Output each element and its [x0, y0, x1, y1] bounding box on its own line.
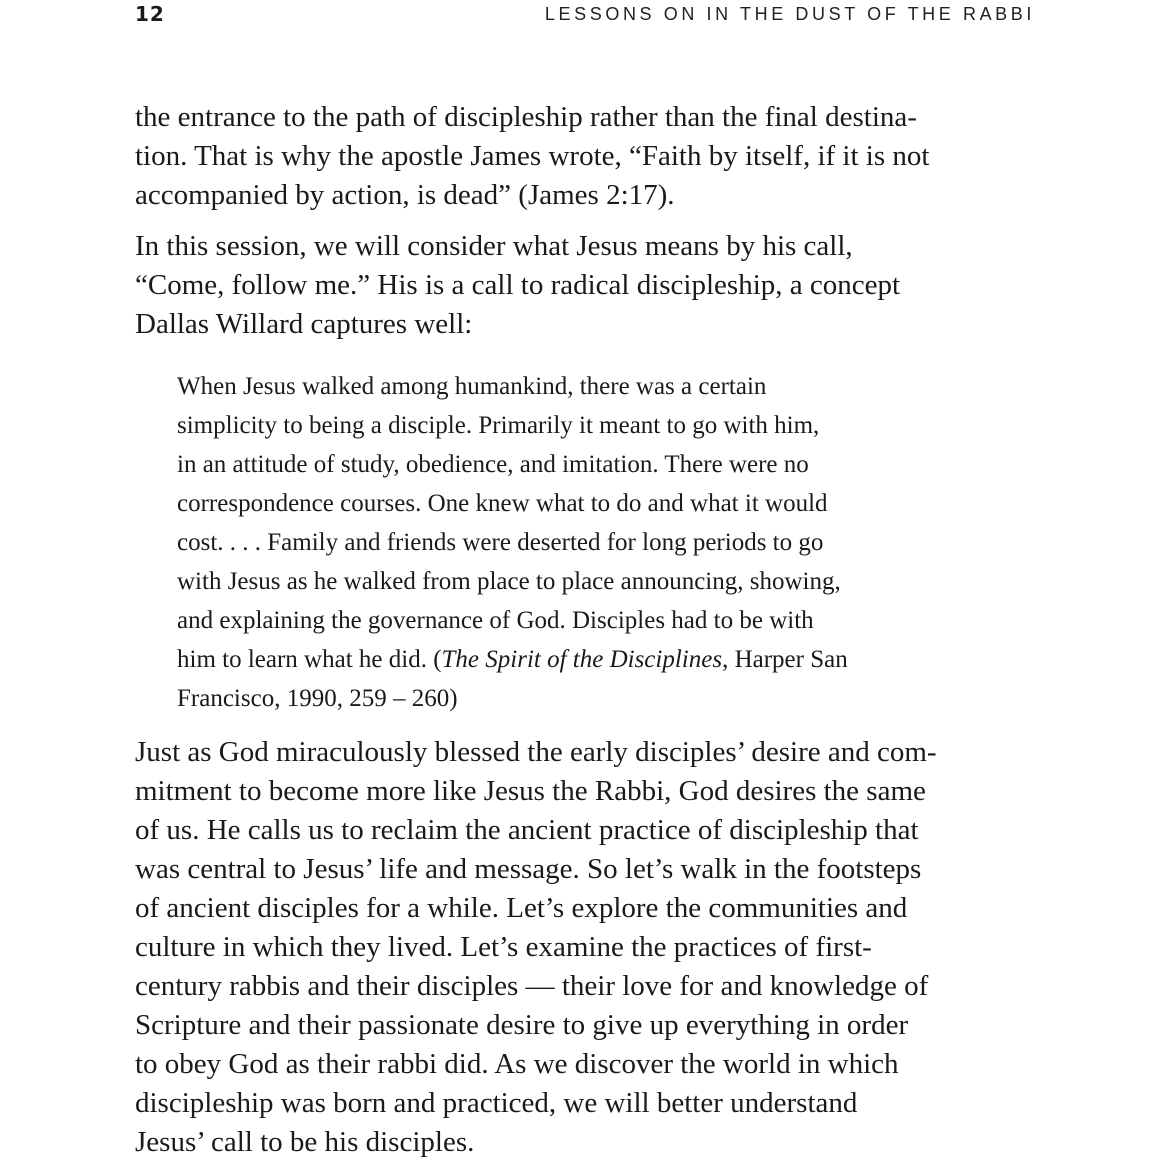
text-line: the entrance to the path of discipleship rather than the final destina-: [135, 101, 917, 133]
text-line: mitment to become more like Jesus the Rabbi, God desires the same: [135, 775, 926, 807]
block-quote: [177, 367, 997, 718]
text-line: Just as God miraculously blessed the early disciples’ desire and com-: [135, 736, 937, 768]
running-title: LESSONS ON IN THE DUST OF THE RABBI: [544, 4, 1035, 24]
paragraph-2: [135, 227, 1035, 344]
page-number: 12: [135, 2, 165, 26]
paragraph-1: [135, 98, 1035, 215]
quote-line: When Jesus walked among humankind, there was a certain: [177, 373, 767, 400]
text-line: of ancient disciples for a while. Let’s explore the communities and: [135, 892, 908, 924]
text-line: century rabbis and their disciples — their love for and knowledge of: [135, 970, 929, 1002]
quote-line: simplicity to being a disciple. Primarily it meant to go with him,: [177, 412, 820, 439]
text-line: of us. He calls us to reclaim the ancient practice of discipleship that: [135, 814, 919, 846]
running-head: [135, 2, 1035, 30]
text-line: In this session, we will consider what Jesus means by his call,: [135, 230, 853, 262]
quote-citation-end: Francisco, 1990, 259 – 260): [177, 685, 458, 712]
citation-book-title: The Spirit of the Disciplines: [441, 646, 723, 673]
text-line: tion. That is why the apostle James wrote, “Faith by itself, if it is not: [135, 140, 930, 172]
text-line: “Come, follow me.” His is a call to radical discipleship, a concept: [135, 269, 901, 301]
text-line: Scripture and their passionate desire to give up everything in order: [135, 1009, 909, 1041]
text-line: Jesus’ call to be his disciples.: [135, 1126, 475, 1158]
quote-line: cost. . . . Family and friends were deserted for long periods to go: [177, 529, 824, 556]
quote-line: with Jesus as he walked from place to place announcing, showing,: [177, 568, 841, 595]
text-line: was central to Jesus’ life and message. So let’s walk in the footsteps: [135, 853, 922, 885]
text-line: discipleship was born and practiced, we will better understand: [135, 1087, 858, 1119]
text-line: Dallas Willard captures well:: [135, 308, 473, 340]
citation-suffix: , Harper San: [722, 646, 848, 673]
paragraph-3: [135, 733, 1035, 1162]
citation-prefix: him to learn what he did. (: [177, 646, 442, 673]
text-line: culture in which they lived. Let’s examine the practices of first-: [135, 931, 872, 963]
quote-citation-line: [177, 640, 997, 679]
quote-line: and explaining the governance of God. Disciples had to be with: [177, 607, 814, 634]
quote-line: correspondence courses. One knew what to do and what it would: [177, 490, 828, 517]
text-line: accompanied by action, is dead” (James 2:17).: [135, 179, 675, 211]
quote-line: in an attitude of study, obedience, and imitation. There were no: [177, 451, 809, 478]
text-line: to obey God as their rabbi did. As we discover the world in which: [135, 1048, 899, 1080]
